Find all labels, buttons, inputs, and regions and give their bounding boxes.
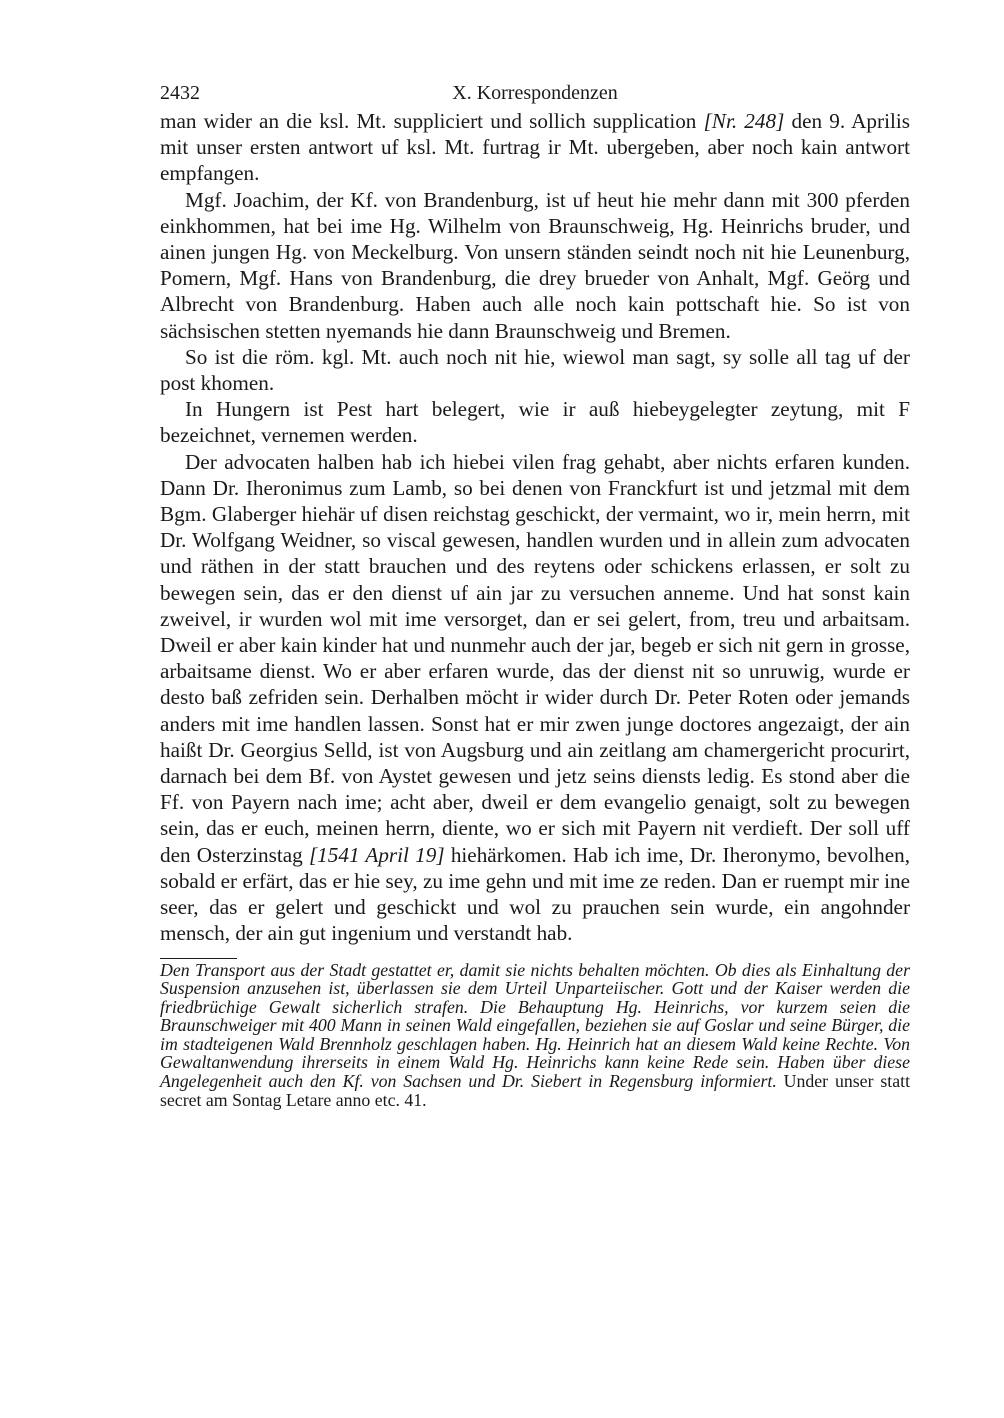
paragraph-king: So ist die röm. kgl. Mt. auch noch nit hie, wiewol man sagt, sy solle all tag uf der post khomen. — [160, 344, 910, 396]
footnote-closing: Under unser statt secret am Sontag Letare anno etc. 41. — [160, 1071, 911, 1110]
paragraph-advocates — [160, 449, 910, 947]
footnote-summary: Den Transport aus der Stadt gestattet er, damit sie nichts behalten möchten. Ob dies als Einhaltung der Suspension anzusehen ist, überlassen sie dem Urteil Unparteiischer. Gott und der Kaiser werden die friedbrüchige Gewalt sicherlich strafen. Die Behauptung Hg. Heinrichs, vor kurzem seien die Braunschweiger mit 400 Mann in seinen Wald eingefallen, beziehen sie auf Goslar und seine Bürger, die im stadteigenen Wald Brennholz geschlagen haben. Hg. Heinrich hat an diesem Wald keine Rechte. Von Gewaltanwendung ihrerseits in einem Wald Hg. Heinrichs kann keine Rede sein. Haben über diese Angelegenheit auch den Kf. von Sachsen und Dr. Siebert in Regensburg informiert. — [160, 959, 910, 1092]
paragraph-text: man wider an die ksl. Mt. suppliciert und sollich supplication — [160, 109, 704, 133]
paragraph-hungary: In Hungern ist Pest hart belegert, wie ir auß hiebeygelegter zeytung, mit F bezeichnet, vernemen werden. — [160, 397, 910, 448]
date-annotation: [1541 April 19] — [308, 842, 445, 867]
running-head — [160, 78, 910, 108]
paragraph-text: Der advocaten halben hab ich hiebei vilen frag gehabt, aber nichts erfaren kunden. Dann Dr. Iheronimus zum Lamb, so bei denen von Franckfurt ist und jetzmal mit dem Bgm. Glaberger hiehär uf disen reichstag geschickt, der vermaint, wo ir, mein herrn, mit Dr. Wolfgang Weidner, so viscal gewesen, handlen wurden und in allein zum advocaten und räthen in der statt brauchen und des reytens oder schickens erlassen, er solt zu bewegen sein, das er den dienst uf ain jar zu versuchen anneme. Und hat sonst kain zweivel, ir wurden wol mit ime versorget, dan er sei gelert, from, treu und arbaitsam. Dweil er aber kain kinder hat und nunmehr auch der jar, begeb er sich nit gern in grosse, arbaitsame dienst. Wo er aber erfaren wurde, das der dienst nit so unruwig, wurde er desto baß zefriden sein. Derhalben möcht ir wider durch Dr. Peter Roten oder jemands anders mit ime handlen lassen. Sonst hat er mir zwen junge doctores angezaigt, der ain haißt Dr. Georgius Selld, ist von Augsburg und ain zeitlang am chamergericht procurirt, darnach bei dem Bf. von Aystet gewesen und jetz seins diensts ledig. Es stond aber die Ff. von Payern nach ime; acht aber, dweil er dem evangelio genaigt, solt zu bewegen sein, das er euch, meinen herrn, diente, wo er sich mit Payern nit verdieft. Der soll uff den Osterzinstag — [160, 449, 910, 867]
paragraph-text: den 9. Aprilis mit unser ersten antwort uf ksl. Mt. furtrag ir Mt. ubergeben, aber noch kain antwort empfangen. — [160, 109, 910, 186]
letter-body — [160, 108, 910, 947]
paragraph-arrivals: Mgf. Joachim, der Kf. von Brandenburg, ist uf heut hie mehr dann mit 300 pferden einkhommen, hat bei ime Hg. Wilhelm von Braunschweig, Hg. Heinrichs bruder, und ainen jungen Hg. von Meckelburg. Von unsern ständen seindt noch nit hie Leunenburg, Pomern, Mgf. Hans von Brandenburg, die drey brueder von Anhalt, Mgf. Geörg und Albrecht von Brandenburg. Haben auch alle noch kain pottschaft hie. So ist von sächsischen stetten nyemands hie dann Braunschweig und Bremen. — [160, 187, 910, 343]
section-title: X. Korrespondenzen — [452, 82, 618, 104]
footnote — [160, 961, 910, 1110]
footnote-divider — [160, 958, 237, 959]
document-page — [160, 78, 910, 1109]
paragraph-text: hiehärkomen. Hab ich ime, Dr. Iheronymo, bevolhen, sobald er erfärt, das er hie sey, zu ime gehn und mit ime ze reden. Dan er ruempt mir ine seer, das er gelert und geschickt und wol zu prauchen sein wurde, ein angohnder mensch, der ain gut ingenium und verstandt hab. — [160, 842, 910, 946]
page-number: 2432 — [160, 82, 200, 104]
document-reference: [Nr. 248] — [703, 109, 785, 133]
paragraph-supplication — [160, 108, 910, 187]
